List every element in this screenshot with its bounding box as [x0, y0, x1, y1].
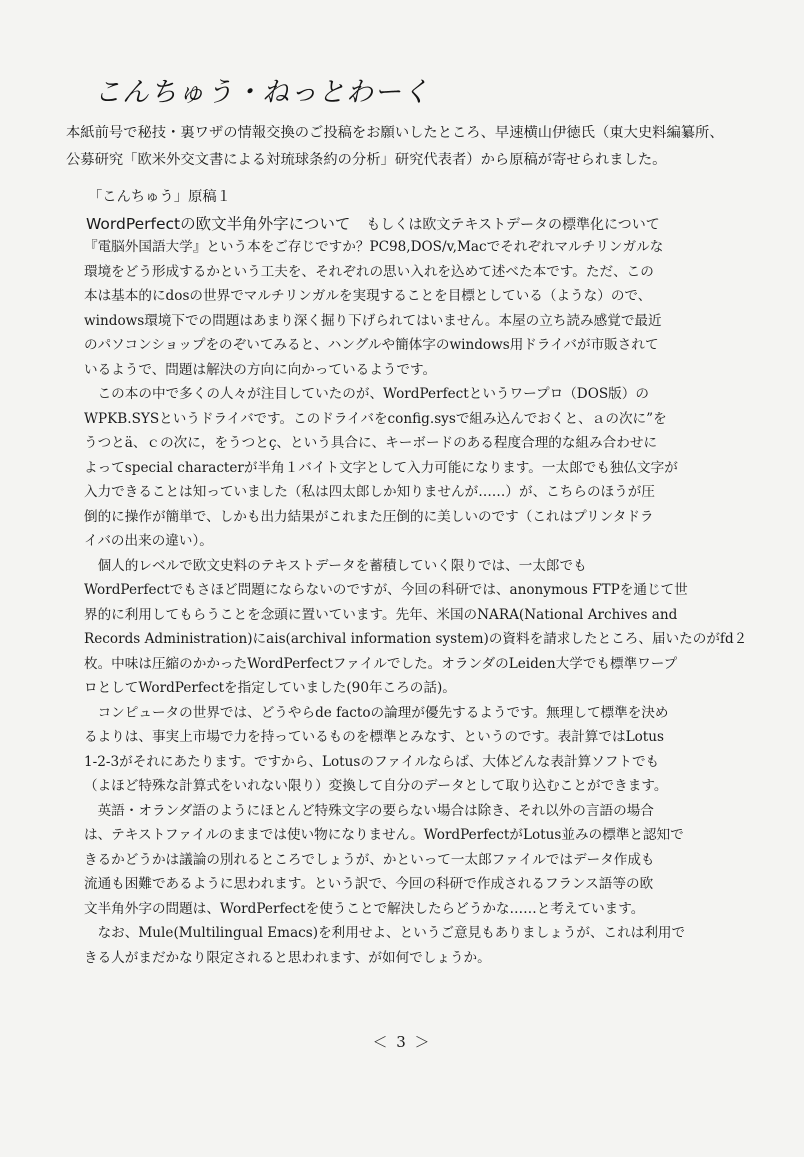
page-title: こんちゅう・ねっとわーく — [94, 77, 430, 108]
body-line: うつとä、ｃの次に，をうつとç、という具合に、キーボードのある程度合理的な組み合わせに — [84, 435, 658, 451]
body-line: きる人がまだかなり限定されると思われます、が如何でしょうか。 — [84, 949, 491, 966]
body-line: windows環境下での問題はあまり深く掘り下げられてはいません。本屋の立ち読み感覚で最近 — [84, 312, 662, 329]
body-line: よってspecial characterが半角１バイト文字として入力可能になります。一太郎でも独仏文字が — [84, 459, 678, 476]
body-line: この本の中で多くの人々が注目していたのが、WordPerfectというワープロ（DOS版）の — [84, 386, 649, 402]
body-line: （よほど特殊な計算式をいれない限り）変換して自分のデータとして取り込むことができます。 — [84, 778, 668, 794]
body-line: 1-2-3がそれにあたります。ですから、Lotusのファイルならば、大体どんな表計算ソフトでも — [84, 753, 660, 770]
body-line: WPKB.SYSというドライバです。このドライバをconfig.sysで組み込んでおくと、ａの次に”を — [84, 410, 667, 427]
body-line: 入力できることは知っていました（私は四太郎しか知りませんが……）が、こちらのほうが圧 — [84, 484, 655, 500]
body-line: イバの出来の違い）。 — [84, 533, 213, 549]
body-line: なお、Mule(Multilingual Emacs)を利用せよ、というご意見もありましょうが、これは利用で — [84, 925, 686, 941]
body-line: 倒的に操作が簡単で、しかも出力結果がこれまた圧倒的に美しいのです（これはプリンタドラ — [84, 508, 654, 525]
body-line: ロとしてWordPerfectを指定していました(90年ころの話)。 — [84, 680, 456, 696]
intro-line: 公募研究「欧米外交文書による対琉球条約の分析」研究代表者）から原稿が寄せられました。 — [66, 152, 667, 168]
body-line: WordPerfectでもさほど問題にならないのですが、今回の科研では、anonymous FTPを通じて世 — [84, 582, 688, 598]
article-heading — [86, 212, 660, 234]
body-line: 文半角外字の問題は、WordPerfectを使うことで解決したらどうかな……と考えています。 — [84, 900, 645, 917]
body-line: 界的に利用してもらうことを念頭に置いています。先年、米国のNARA(National Archives and — [84, 606, 678, 623]
body-line: 『電脳外国語大学』という本をご存じですか？PC98,DOS/v,Macでそれぞれマルチリンガルな — [84, 239, 664, 255]
body-line: のパソコンショップをのぞいてみると、ハングルや簡体字のwindows用ドライバが市販されて — [84, 337, 659, 353]
article-heading-sub: もしくは欧文テキストデータの標準化について — [366, 217, 660, 233]
body-line: いるようで、問題は解決の方向に向かっているようです。 — [84, 361, 437, 378]
body-line: 環境をどう形成するかという工夫を、それぞれの思い入れを込めて述べた本です。ただ、この — [84, 263, 654, 280]
intro-line: 本紙前号で秘技・裏ワザの情報交換のご投稿をお願いしたところ、早速横山伊徳氏（東大史料編纂所、 — [66, 125, 724, 141]
body-line: 英語・オランダ語のようにほとんど特殊文字の要らない場合は除き、それ以外の言語の場合 — [84, 802, 654, 819]
body-line: Records Administration)にais(archival information system)の資料を請求したところ、届いたのがfd２ — [84, 631, 748, 647]
body-line: きるかどうかは議論の別れるところでしょうが、かといって一太郎ファイルではデータ作成も — [84, 851, 655, 868]
page-number: ＜ 3 ＞ — [372, 1033, 432, 1051]
body-line: 枚。中味は圧縮のかかったWordPerfectファイルでした。オランダのLeiden大学でも標準ワープ — [84, 655, 678, 672]
body-line: 本は基本的にdosの世界でマルチリンガルを実現することを目標としている（ような）ので、 — [84, 288, 652, 304]
intro-paragraph — [66, 120, 756, 174]
body-line: 流通も困難であるように思われます。という訳で、今回の科研で作成されるフランス語等の欧 — [84, 876, 654, 892]
article-heading-main: WordPerfectの欧文半角外字について — [86, 215, 351, 233]
manuscript-label: 「こんちゅう」原稿１ — [88, 189, 231, 205]
body-line: るよりは、事実上市場で力を持っているものを標準とみなす、というのです。表計算ではLotus — [84, 729, 664, 745]
body-line: 個人的レベルで欧文史料のテキストデータを蓄積していく限りでは、一太郎でも — [84, 557, 587, 574]
body-line: は、テキストファイルのままでは使い物になりません。WordPerfectがLotus並みの標準と認知で — [84, 827, 684, 843]
body-line: コンピュータの世界では、どうやらde factoの論理が優先するようです。無理して標準を決め — [84, 704, 669, 721]
article-body — [84, 235, 748, 970]
